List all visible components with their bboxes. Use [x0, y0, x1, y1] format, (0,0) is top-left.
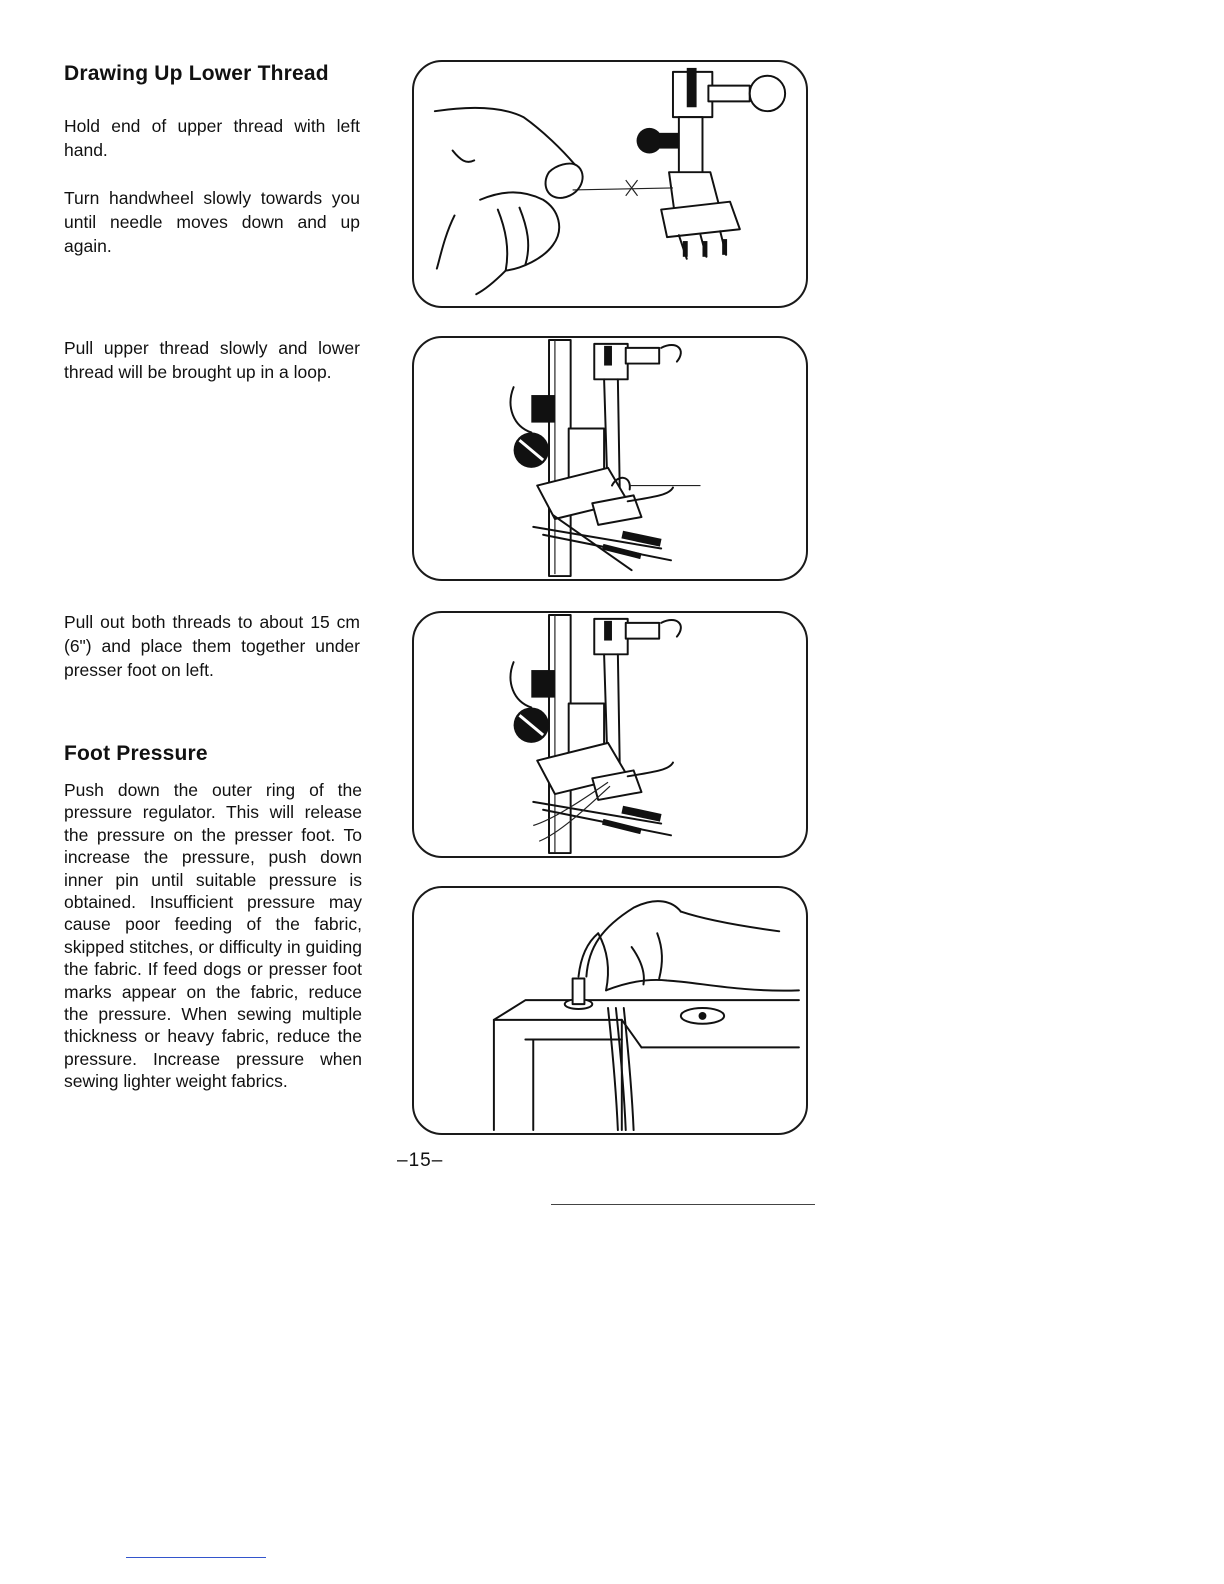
instruction-pull-both-threads: Pull out both threads to about 15 cm (6") and place them together under presser foot on left. [64, 612, 360, 680]
figure-panel-4 [412, 886, 808, 1135]
hand-holding-thread-illustration [414, 62, 806, 306]
section-heading-drawing-up: Drawing Up Lower Thread [64, 62, 329, 85]
page-number: –15– [397, 1150, 444, 1171]
threads-under-foot-illustration [414, 613, 806, 856]
figure-panel-1 [412, 60, 808, 308]
instruction-pull-upper-thread: Pull upper thread slowly and lower thread will be brought up in a loop. [64, 338, 360, 382]
figure-panel-2 [412, 336, 808, 581]
figure-panel-3 [412, 611, 808, 858]
presser-foot-loop-illustration [414, 338, 806, 579]
instruction-hold-thread: Hold end of upper thread with left hand. [64, 116, 360, 160]
scan-rule-line [551, 1204, 815, 1205]
pressure-regulator-illustration [414, 888, 806, 1133]
foot-pressure-body: Push down the outer ring of the pressure regulator. This will release the pressure on the presser foot. To increase the pressure, push down inner pin until suitable pressure is obtained. Insufficient pressure may cause poor feeding of the fabric, skipped stitches, or difficulty in guiding the fabric. If feed dogs or presser foot marks appear on the fabric, reduce the pressure. When sewing multiple thickness or heavy fabric, reduce the pressure. Increase pressure when sewing lighter weight fabrics. [64, 780, 362, 1092]
section-heading-foot-pressure: Foot Pressure [64, 742, 208, 765]
instruction-turn-handwheel: Turn handwheel slowly towards you until needle moves down and up again. [64, 188, 360, 256]
scan-rule-line-bottom [126, 1557, 266, 1558]
